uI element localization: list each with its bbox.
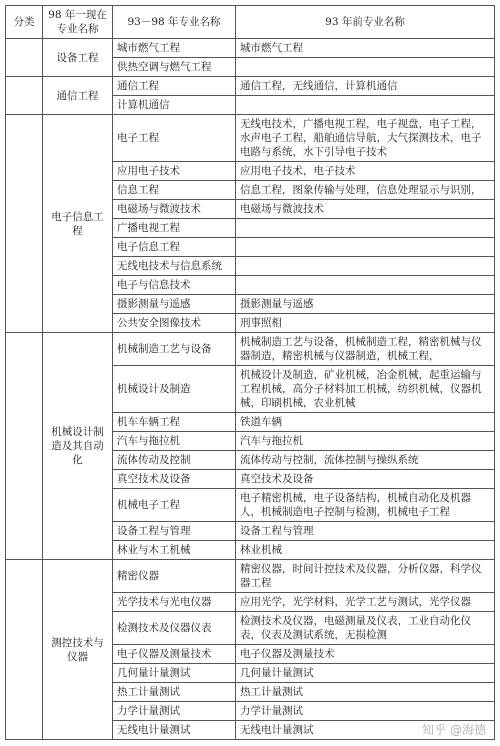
- major-pre-93-cell: 信息工程，图象传输与处理，信息处理显示与识别，: [236, 181, 495, 200]
- major-pre-93-cell: 林业机械: [236, 541, 495, 560]
- major-93-98-cell: 计算机通信: [113, 96, 236, 115]
- major-pre-93-cell: 通信工程，无线通信，计算机通信: [236, 77, 495, 96]
- major-93-98-cell: 光学技术与光电仪器: [113, 593, 236, 612]
- major-93-98-cell: 信息工程: [113, 181, 236, 200]
- current-major-cell: 电子信息工程: [43, 115, 113, 333]
- major-pre-93-cell: [236, 219, 495, 238]
- major-pre-93-cell: [236, 96, 495, 115]
- table-body: [6, 39, 495, 740]
- major-93-98-cell: 汽车与拖拉机: [113, 432, 236, 451]
- major-93-98-cell: 检测技术及仪器仪表: [113, 612, 236, 645]
- major-93-98-cell: 摄影测量与遥感: [113, 295, 236, 314]
- major-pre-93-cell: [236, 257, 495, 276]
- major-93-98-cell: 无线电技术与信息系统: [113, 257, 236, 276]
- major-pre-93-cell: 无线电计量测试: [236, 721, 495, 740]
- header-current-name: 98 年一现在专业名称: [43, 6, 113, 39]
- major-93-98-cell: 电子信息工程: [113, 238, 236, 257]
- major-93-98-cell: 无线电计量测试: [113, 721, 236, 740]
- major-pre-93-cell: 摄影测量与遥感: [236, 295, 495, 314]
- major-pre-93-cell: [236, 238, 495, 257]
- header-category: 分类: [6, 6, 43, 39]
- major-93-98-cell: 机械制造工艺与设备: [113, 333, 236, 366]
- header-93-98-name: 93－98 年专业名称: [113, 6, 236, 39]
- major-pre-93-cell: 汽车与拖拉机: [236, 432, 495, 451]
- major-pre-93-cell: 电磁场与微波技术: [236, 200, 495, 219]
- major-93-98-cell: 几何量计量测试: [113, 664, 236, 683]
- current-major-cell: 机械设计制造及其自动化: [43, 333, 113, 560]
- table-row: [6, 333, 495, 366]
- major-93-98-cell: 流体传动及控制: [113, 451, 236, 470]
- category-blank-cell: [6, 333, 43, 560]
- major-pre-93-cell: 热工计量测试: [236, 683, 495, 702]
- major-pre-93-cell: 无线电技术，广播电视工程，电子视盘，电子工程，水声电子工程，船舶通信导航，大气探测技术，电子电路与系统，水下引导电子技术: [236, 115, 495, 162]
- major-pre-93-cell: 应用光学，光学材料，光学工艺与测试，光学仪器: [236, 593, 495, 612]
- major-93-98-cell: 机械电子工程: [113, 489, 236, 522]
- major-93-98-cell: 机械设计及制造: [113, 366, 236, 413]
- major-pre-93-cell: 刑事照相: [236, 314, 495, 333]
- major-pre-93-cell: 几何量计量测试: [236, 664, 495, 683]
- major-comparison-table: [5, 5, 495, 740]
- major-pre-93-cell: 城市燃气工程: [236, 39, 495, 58]
- major-pre-93-cell: 检测技术及仪器，电磁测量及仪表，工业自动化仪表，仪表及测试系统，无损检测: [236, 612, 495, 645]
- header-row: [6, 6, 495, 39]
- major-pre-93-cell: 应用电子技术，电子技术: [236, 162, 495, 181]
- major-93-98-cell: 电子仪器及测量技术: [113, 645, 236, 664]
- major-93-98-cell: 应用电子技术: [113, 162, 236, 181]
- major-pre-93-cell: 机械制造工艺与设备，机械制造工程，精密机械与仪器制造，精密机械与仪器制造，机械工程，: [236, 333, 495, 366]
- major-pre-93-cell: 力学计量测试: [236, 702, 495, 721]
- table-row: [6, 560, 495, 593]
- current-major-cell: 设备工程: [43, 39, 113, 77]
- major-93-98-cell: 通信工程: [113, 77, 236, 96]
- major-pre-93-cell: 真空技术及设备: [236, 470, 495, 489]
- category-blank-cell: [6, 77, 43, 115]
- major-93-98-cell: 设备工程与管理: [113, 522, 236, 541]
- major-93-98-cell: 电子工程: [113, 115, 236, 162]
- major-93-98-cell: 广播电视工程: [113, 219, 236, 238]
- table-row: [6, 77, 495, 96]
- major-93-98-cell: 林业与木工机械: [113, 541, 236, 560]
- category-blank-cell: [6, 39, 43, 77]
- major-93-98-cell: 供热空调与燃气工程: [113, 58, 236, 77]
- major-pre-93-cell: 精密仪器，时间计控技术及仪器，分析仪器，科学仪器工程: [236, 560, 495, 593]
- major-pre-93-cell: 铁道车辆: [236, 413, 495, 432]
- current-major-cell: 通信工程: [43, 77, 113, 115]
- major-pre-93-cell: 流体传动与控制，流体控制与操纵系统: [236, 451, 495, 470]
- major-93-98-cell: 电子与信息技术: [113, 276, 236, 295]
- major-pre-93-cell: [236, 58, 495, 77]
- watermark: 知乎 @海德: [422, 723, 486, 737]
- major-93-98-cell: 电磁场与微波技术: [113, 200, 236, 219]
- table-row: [6, 115, 495, 162]
- current-major-cell: 测控技术与仪器: [43, 560, 113, 740]
- major-pre-93-cell: 电子仪器及测量技术: [236, 645, 495, 664]
- major-93-98-cell: 机车车辆工程: [113, 413, 236, 432]
- major-93-98-cell: 真空技术及设备: [113, 470, 236, 489]
- major-93-98-cell: 城市燃气工程: [113, 39, 236, 58]
- category-blank-cell: [6, 115, 43, 333]
- major-pre-93-cell: 电子精密机械，电子设备结构，机械自动化及机器人，机械制造电子控制与检测，机械电子工程: [236, 489, 495, 522]
- category-blank-cell: [6, 560, 43, 740]
- major-pre-93-cell: [236, 276, 495, 295]
- major-pre-93-cell: 设备工程与管理: [236, 522, 495, 541]
- table-row: [6, 39, 495, 58]
- major-93-98-cell: 公共安全图像技术: [113, 314, 236, 333]
- major-pre-93-cell: 机械设计及制造，矿业机械，冶金机械，起重运输与工程机械，高分子材料加工机械，纺织机械，仪器机械，印刷机械，农业机械: [236, 366, 495, 413]
- header-pre-93-name: 93 年前专业名称: [236, 6, 495, 39]
- major-93-98-cell: 精密仪器: [113, 560, 236, 593]
- major-93-98-cell: 力学计量测试: [113, 702, 236, 721]
- major-93-98-cell: 热工计量测试: [113, 683, 236, 702]
